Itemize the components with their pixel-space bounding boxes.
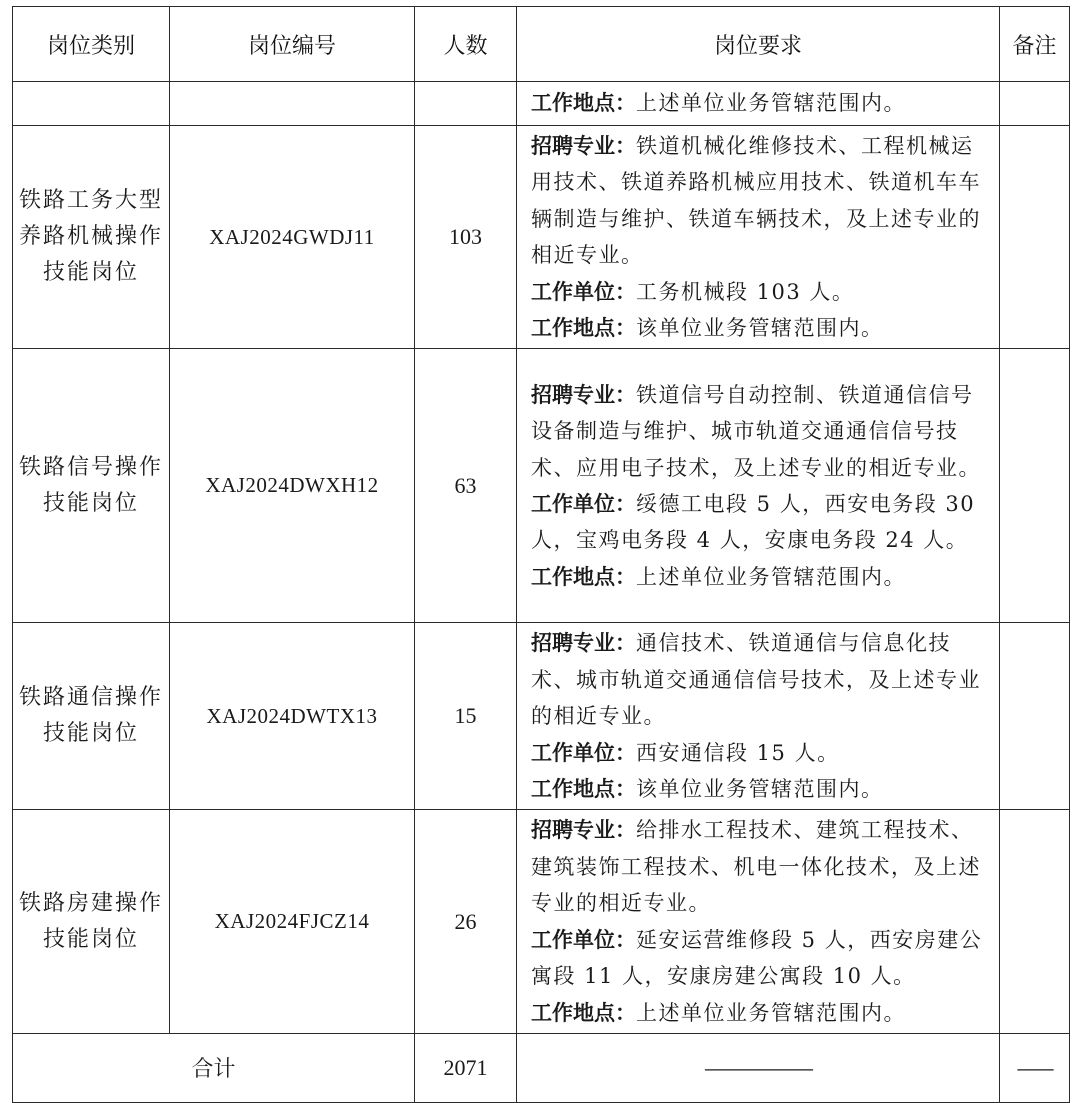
count-cell: 103 xyxy=(415,126,517,349)
table-row xyxy=(13,349,1070,623)
total-requirements-dash: —————— xyxy=(517,1033,1000,1102)
location-label: 工作地点： xyxy=(531,91,636,116)
count-cell: 26 xyxy=(415,810,517,1033)
continuation-row xyxy=(13,82,1070,126)
remarks-cell xyxy=(1000,810,1070,1033)
unit-text: 绥德工电段 5 人，西安电务段 30 人，宝鸡电务段 4 人，安康电务段 24 人。 xyxy=(531,491,976,553)
category-cell xyxy=(13,82,170,126)
unit-text: 延安运营维修段 5 人，西安房建公寓段 11 人，安康房建公寓段 10 人。 xyxy=(531,927,983,989)
requirements-cell xyxy=(517,82,1000,126)
total-remarks-dash: —— xyxy=(1000,1033,1070,1102)
total-label: 合计 xyxy=(13,1033,415,1102)
location-text: 上述单位业务管辖范围内。 xyxy=(636,91,906,116)
header-code: 岗位编号 xyxy=(170,7,415,82)
table-row xyxy=(13,623,1070,810)
remarks-cell xyxy=(1000,623,1070,810)
unit-text: 西安通信段 15 人。 xyxy=(636,740,840,765)
location-label: 工作地点： xyxy=(531,316,636,341)
category-cell: 铁路工务大型养路机械操作技能岗位 xyxy=(13,126,170,349)
table-row xyxy=(13,126,1070,349)
requirements-cell xyxy=(517,126,1000,349)
location-text: 该单位业务管辖范围内。 xyxy=(636,316,884,341)
recruitment-table xyxy=(12,6,1070,1103)
unit-text: 工务机械段 103 人。 xyxy=(636,279,855,304)
major-text: 通信技术、铁道通信与信息化技术、城市轨道交通通信信号技术，及上述专业的相近专业。 xyxy=(531,631,981,729)
major-text: 铁道机械化维修技术、工程机械运用技术、铁道养路机械应用技术、铁道机车车辆制造与维护、铁道车辆技术，及上述专业的相近专业。 xyxy=(531,134,981,268)
header-remarks: 备注 xyxy=(1000,7,1070,82)
unit-label: 工作单位： xyxy=(531,740,636,765)
header-count: 人数 xyxy=(415,7,517,82)
requirements-cell xyxy=(517,623,1000,810)
location-label: 工作地点： xyxy=(531,1000,636,1025)
unit-label: 工作单位： xyxy=(531,491,636,516)
code-cell: XAJ2024FJCZ14 xyxy=(170,810,415,1033)
code-cell: XAJ2024DWXH12 xyxy=(170,349,415,623)
header-requirements: 岗位要求 xyxy=(517,7,1000,82)
code-cell: XAJ2024GWDJ11 xyxy=(170,126,415,349)
location-label: 工作地点： xyxy=(531,564,636,589)
count-cell xyxy=(415,82,517,126)
code-cell xyxy=(170,82,415,126)
category-cell: 铁路房建操作技能岗位 xyxy=(13,810,170,1033)
total-count: 2071 xyxy=(415,1033,517,1102)
total-row xyxy=(13,1033,1070,1102)
major-label: 招聘专业： xyxy=(531,134,636,158)
remarks-cell xyxy=(1000,349,1070,623)
requirements-cell xyxy=(517,810,1000,1033)
remarks-cell xyxy=(1000,126,1070,349)
remarks-cell xyxy=(1000,82,1070,126)
unit-label: 工作单位： xyxy=(531,279,636,304)
major-text: 给排水工程技术、建筑工程技术、建筑装饰工程技术、机电一体化技术，及上述专业的相近专业。 xyxy=(531,818,981,916)
requirements-cell xyxy=(517,349,1000,623)
count-cell: 15 xyxy=(415,623,517,810)
header-category: 岗位类别 xyxy=(13,7,170,82)
unit-label: 工作单位： xyxy=(531,927,636,952)
location-text: 上述单位业务管辖范围内。 xyxy=(636,1000,906,1025)
major-label: 招聘专业： xyxy=(531,382,636,407)
major-label: 招聘专业： xyxy=(531,631,636,656)
location-text: 上述单位业务管辖范围内。 xyxy=(636,564,906,589)
code-cell: XAJ2024DWTX13 xyxy=(170,623,415,810)
category-cell: 铁路通信操作技能岗位 xyxy=(13,623,170,810)
header-row xyxy=(13,7,1070,82)
table-row xyxy=(13,810,1070,1033)
category-cell: 铁路信号操作技能岗位 xyxy=(13,349,170,623)
major-text: 铁道信号自动控制、铁道通信信号设备制造与维护、城市轨道交通通信信号技术、应用电子技术，及上述专业的相近专业。 xyxy=(531,382,981,480)
location-label: 工作地点： xyxy=(531,777,636,802)
location-text: 该单位业务管辖范围内。 xyxy=(636,777,884,802)
major-label: 招聘专业： xyxy=(531,818,636,843)
count-cell: 63 xyxy=(415,349,517,623)
